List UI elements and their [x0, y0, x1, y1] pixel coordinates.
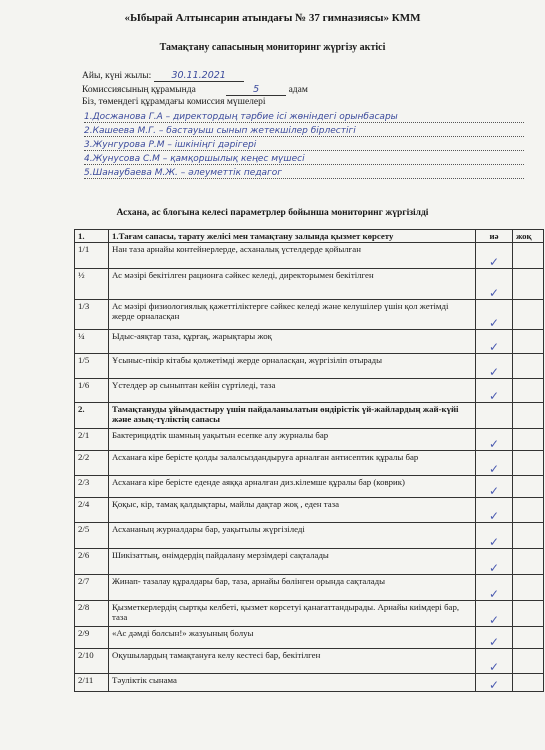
table-row: [75, 243, 544, 269]
row-text: Нан таза арнайы контейнерлерде, асханалық үстелдерде қойылған: [109, 243, 476, 269]
check-mark-icon: ✓: [476, 300, 513, 330]
no-cell: [513, 549, 544, 575]
table-row: [75, 330, 544, 354]
row-num: 1/1: [75, 243, 109, 269]
row-num: 2/1: [75, 429, 109, 451]
members-label: Біз, төмендегі құрамдағы комиссия мүшелері: [82, 97, 266, 107]
commission-count-unit: адам: [288, 85, 308, 95]
organization-title: «Ыбырай Алтынсарин атындағы № 37 гимназиясы» КММ: [124, 12, 421, 24]
no-cell: [513, 379, 544, 403]
row-num: ½: [75, 269, 109, 300]
table-row: [75, 549, 544, 575]
check-mark-icon: ✓: [476, 498, 513, 523]
section-row: [75, 403, 544, 429]
check-mark-icon: ✓: [476, 476, 513, 498]
row-text: Оқушылардың тамақтануға келу кестесі бар, бекітілген: [109, 649, 476, 674]
check-mark-icon: ✓: [476, 549, 513, 575]
header-text: 1.Тағам сапасы, тарату желісі мен тамақтану залында қызмет көрсету: [109, 230, 476, 243]
table-row: [75, 429, 544, 451]
row-num: 2/5: [75, 523, 109, 549]
date-value: 30.11.2021: [154, 70, 244, 82]
check-mark-icon: ✓: [476, 601, 513, 627]
yes-cell: [476, 403, 513, 429]
row-text: Тәуліктік сынама: [109, 674, 476, 692]
row-num: 1/6: [75, 379, 109, 403]
header-no: жоқ: [513, 230, 544, 243]
row-text: Асханаға кіре берісте қолды залалсыздандыруға арналған антисептик құралы бар: [109, 451, 476, 476]
no-cell: [513, 300, 544, 330]
table-row: [75, 627, 544, 649]
commission-count-line: [82, 84, 308, 96]
date-label: Айы, күні жылы:: [82, 71, 152, 81]
row-num: 2/7: [75, 575, 109, 601]
row-text: Ас мәзірі бекітілген рационға сәйкес келеді, директорымен бекітілген: [109, 269, 476, 300]
no-cell: [513, 674, 544, 692]
row-text: Шикізаттың, өнімдердің пайдалану мерзімдері сақталады: [109, 549, 476, 575]
no-cell: [513, 523, 544, 549]
row-num: 1/5: [75, 354, 109, 379]
row-num: 2/6: [75, 549, 109, 575]
no-cell: [513, 627, 544, 649]
check-mark-icon: ✓: [476, 354, 513, 379]
check-mark-icon: ✓: [476, 451, 513, 476]
table-row: [75, 674, 544, 692]
no-cell: [513, 243, 544, 269]
row-num: ¼: [75, 330, 109, 354]
table-row: [75, 649, 544, 674]
row-text: Ас мәзірі физиологиялық қажеттіліктерге сәйкес келеді және келушілер үшін қол жетімді жерде орналасқан: [109, 300, 476, 330]
table-row: [75, 523, 544, 549]
check-mark-icon: ✓: [476, 575, 513, 601]
date-line: [82, 70, 244, 82]
member-line-1: 1.Досжанова Г.А – директордың тәрбие ісі жөніндегі орынбасары: [84, 111, 524, 123]
member-line-4: 4.Жунусова С.М – қамқоршылық кеңес мүшесі: [84, 153, 524, 165]
row-num: 2/9: [75, 627, 109, 649]
check-mark-icon: ✓: [476, 269, 513, 300]
no-cell: [513, 429, 544, 451]
table-row: [75, 451, 544, 476]
section-num: 2.: [75, 403, 109, 429]
no-cell: [513, 649, 544, 674]
monitoring-heading: Асхана, ас блогына келесі параметрлер бойынша мониторинг жүргізілді: [116, 208, 429, 218]
row-text: Ыдыс-аяқтар таза, құрғақ, жарықтары жоқ: [109, 330, 476, 354]
no-cell: [513, 451, 544, 476]
document-title: Тамақтану сапасының мониторинг жүргізу актісі: [159, 42, 386, 53]
header-num: 1.: [75, 230, 109, 243]
member-line-3: 3.Жунгурова Р.М – ішкініңгі дәрігері: [84, 139, 524, 151]
check-mark-icon: ✓: [476, 379, 513, 403]
check-mark-icon: ✓: [476, 429, 513, 451]
section-text: Тамақтануды ұйымдастыру үшін пайдаланылатын өндірістік үй-жайлардың жай-күйі және азық-түліктің сапасы: [109, 403, 476, 429]
table-row: [75, 498, 544, 523]
no-cell: [513, 476, 544, 498]
row-num: 2/8: [75, 601, 109, 627]
no-cell: [513, 575, 544, 601]
member-line-5: 5.Шанаубаева М.Ж. – әлеуметтік педагог: [84, 167, 524, 179]
check-mark-icon: ✓: [476, 330, 513, 354]
row-num: 2/4: [75, 498, 109, 523]
check-mark-icon: ✓: [476, 674, 513, 692]
member-line-2: 2.Кашеева М.Г. – бастауыш сынып жетекшілер бірлестігі: [84, 125, 524, 137]
row-text: «Ас дәмді болсын!» жазуының болуы: [109, 627, 476, 649]
row-text: Қызметкерлердің сыртқы келбеті, қызмет көрсетуі қанағаттандырады. Арнайы киімдері бар, таза: [109, 601, 476, 627]
table-row: [75, 575, 544, 601]
table-header-row: [75, 230, 544, 243]
table-row: [75, 601, 544, 627]
row-text: Ұсыныс-пікір кітабы қолжетімді жерде орналасқан, жүргізіліп отырады: [109, 354, 476, 379]
table-row: [75, 269, 544, 300]
table-row: [75, 354, 544, 379]
check-mark-icon: ✓: [476, 649, 513, 674]
check-mark-icon: ✓: [476, 243, 513, 269]
monitoring-table: [74, 229, 544, 692]
header-yes: иә: [476, 230, 513, 243]
table-row: [75, 300, 544, 330]
table-row: [75, 379, 544, 403]
row-num: 1/3: [75, 300, 109, 330]
commission-count-label: Комиссиясының құрамында: [82, 85, 196, 95]
no-cell: [513, 354, 544, 379]
row-text: Асхананың журналдары бар, уақытылы жүргізіледі: [109, 523, 476, 549]
table-row: [75, 476, 544, 498]
no-cell: [513, 601, 544, 627]
check-mark-icon: ✓: [476, 523, 513, 549]
row-text: Қоқыс, кір, тамақ қалдықтары, майлы дақтар жоқ , еден таза: [109, 498, 476, 523]
row-num: 2/2: [75, 451, 109, 476]
row-text: Жинап- тазалау құралдары бар, таза, арнайы бөлінген орында сақталады: [109, 575, 476, 601]
row-num: 2/11: [75, 674, 109, 692]
row-text: Асханаға кіре берісте еденде аяққа арналған диз.кілемше құралы бар (коврик): [109, 476, 476, 498]
row-text: Бактерицидтік шамның уақытын есепке алу журналы бар: [109, 429, 476, 451]
check-mark-icon: ✓: [476, 627, 513, 649]
no-cell: [513, 498, 544, 523]
row-num: 2/3: [75, 476, 109, 498]
row-num: 2/10: [75, 649, 109, 674]
no-cell: [513, 403, 544, 429]
no-cell: [513, 269, 544, 300]
no-cell: [513, 330, 544, 354]
row-text: Үстелдер әр сыныптан кейін сүртіледі, таза: [109, 379, 476, 403]
commission-count-value: 5: [226, 84, 286, 96]
